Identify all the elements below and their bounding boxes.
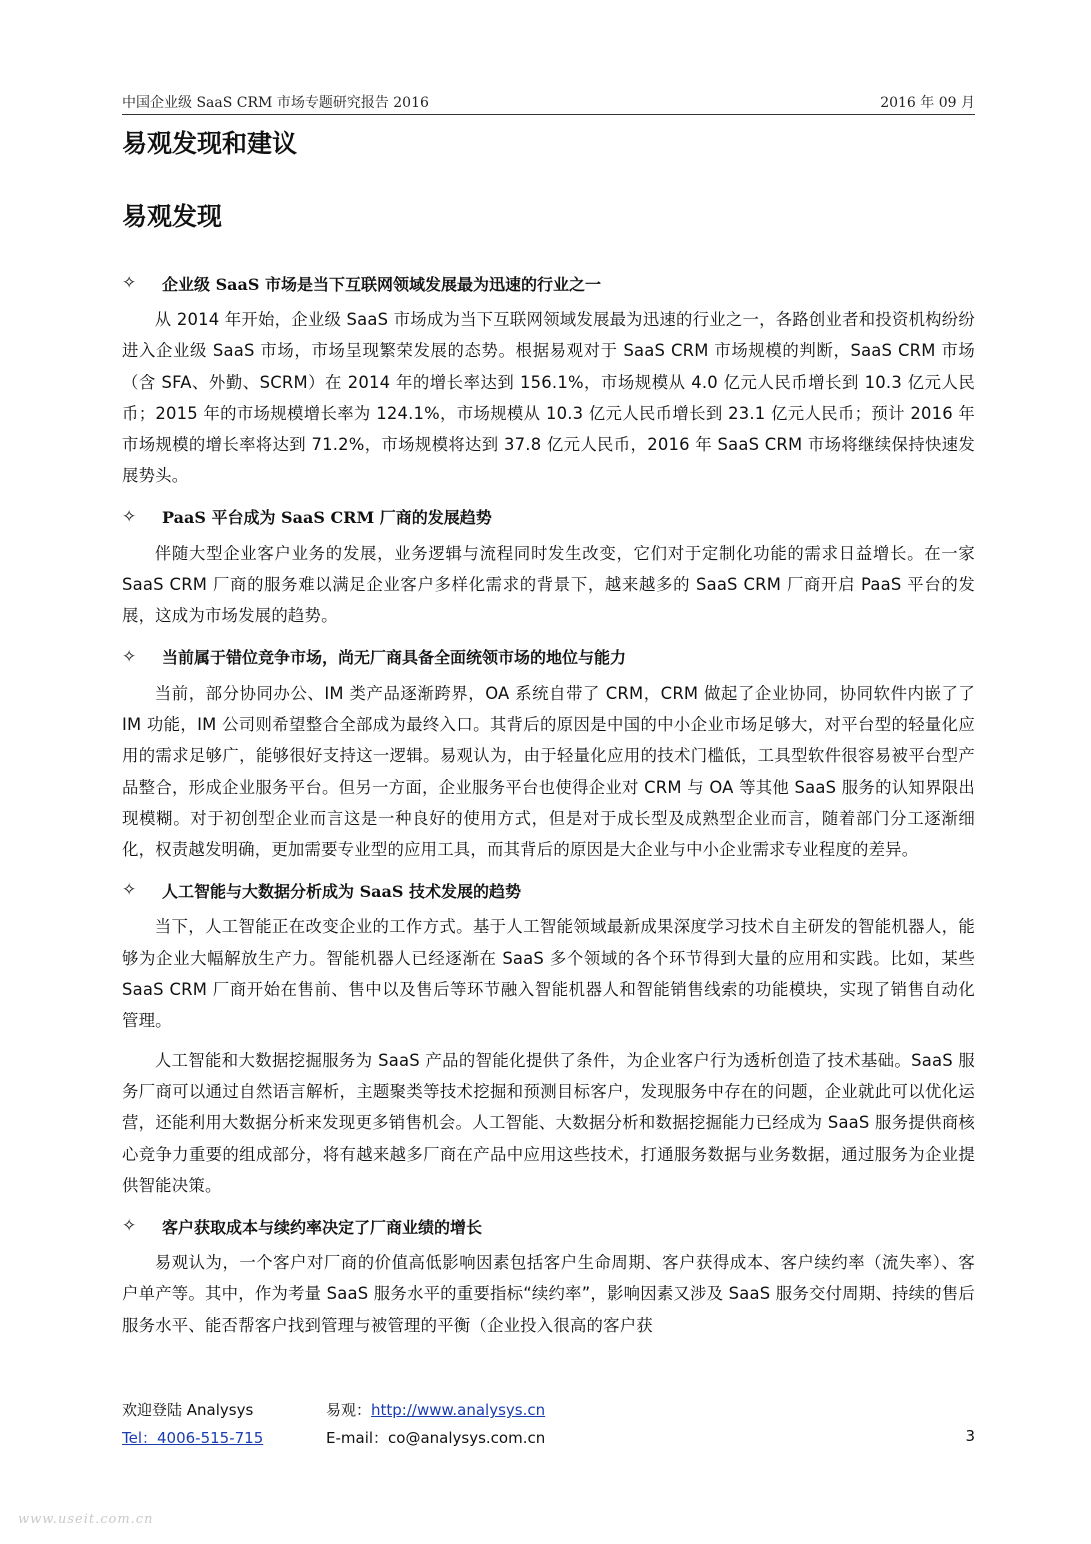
finding-paragraph: 当下，人工智能正在改变企业的工作方式。基于人工智能领域最新成果深度学习技术自主研发的智能机器人，能够为企业大幅解放生产力。智能机器人已经逐渐在 SaaS 多个领域的各个环节得到大量的应用和实践。比如，某些 SaaS CRM 厂商开始在售前、售中以及售后等环节融入智能机器人和智能销售线索的功能模块，实现了销售自动化管理。 (122, 917, 975, 1031)
finding-heading-text: 人工智能与大数据分析成为 SaaS 技术发展的趋势 (162, 881, 521, 901)
diamond-bullet-icon: ✧ (122, 880, 137, 901)
section-title: 易观发现和建议 (122, 129, 298, 158)
footer-row (122, 1427, 975, 1451)
finding-paragraph: 人工智能和大数据挖掘服务为 SaaS 产品的智能化提供了条件，为企业客户行为透析创造了技术基础。SaaS 服务厂商可以通过自然语言解析，主题聚类等技术挖掘和预测目标客户，发现服务中存在的问题，企业就此可以优化运营，还能利用大数据分析来发现更多销售机会。人工智能、大数据分析和数据挖掘能力已经成为 SaaS 服务提供商核心竞争力重要的组成部分，将有越来越多厂商在产品中应用这些技术，打通服务数据与业务数据，通过服务为企业提供智能决策。 (122, 1050, 975, 1195)
diamond-bullet-icon: ✧ (122, 273, 137, 293)
running-header (122, 88, 975, 115)
finding-heading (122, 266, 975, 300)
finding-paragraph: 伴随大型企业客户业务的发展，业务逻辑与流程同时发生改变，它们对于定制化功能的需求日益增长。在一家 SaaS CRM 厂商的服务难以满足企业客户多样化需求的背景下，越来越多的 SaaS CRM 厂商开启 PaaS 平台的发展，这成为市场发展的趋势。 (122, 543, 975, 626)
footer-site (326, 1399, 545, 1420)
finding-paragraph: 易观认为，一个客户对厂商的价值高低影响因素包括客户生命周期、客户获得成本、客户续约率（流失率）、客户单产等。其中，作为考量 SaaS 服务水平的重要指标“续约率”，影响因素又涉及 SaaS 服务交付周期、持续的售后服务水平、能否帮客户找到管理与被管理的平衡（企业投入很高的客户获 (122, 1253, 975, 1335)
finding-heading-text: 当前属于错位竞争市场，尚无厂商具备全面统领市场的地位与能力 (162, 648, 627, 668)
finding-heading-text: 企业级 SaaS 市场是当下互联网领域发展最为迅速的行业之一 (162, 274, 601, 294)
footer-site-label: 易观： (326, 1401, 372, 1419)
finding-heading-text: PaaS 平台成为 SaaS CRM 厂商的发展趋势 (162, 508, 492, 528)
finding-heading (122, 500, 975, 534)
header-date: 2016 年 09 月 (880, 95, 975, 111)
header-report-title: 中国企业级 SaaS CRM 市场专题研究报告 2016 (122, 95, 429, 111)
phone-link[interactable]: Tel：4006-515-715 (122, 1429, 264, 1447)
finding-paragraph: 当前，部分协同办公、IM 类产品逐渐跨界，OA 系统自带了 CRM，CRM 做起了企业协同，协同软件内嵌了了 IM 功能，IM 公司则希望整合全部成为最终入口。其背后的原因是中国的中小企业市场足够大，对平台型的轻量化应用的需求足够广，能够很好支持这一逻辑。易观认为，由于轻量化应用的技术门槛低，工具型软件很容易被平台型产品整合，形成企业服务平台。但另一方面，企业服务平台也使得企业对 CRM 与 OA 等其他 SaaS 服务的认知界限出现模糊。对于初创型企业而言这是一种良好的使用方式，但是对于成长型及成熟型企业而言，随着部门分工逐渐细化，权责越发明确，更加需要专业型的应用工具，而其背后的原因是大企业与中小企业需求专业程度的差异。 (122, 683, 975, 860)
website-link[interactable]: http://www.analysys.cn (371, 1401, 546, 1419)
page-footer (122, 1399, 975, 1459)
footer-row (122, 1399, 975, 1423)
diamond-bullet-icon: ✧ (122, 646, 137, 667)
finding-heading (122, 640, 975, 674)
footer-welcome: 欢迎登陆 Analysys (122, 1401, 254, 1419)
watermark: www.useit.com.cn (18, 1512, 154, 1527)
footer-email: E-mail：co@analysys.com.cn (326, 1429, 546, 1447)
findings-content (122, 266, 975, 1349)
finding-heading (122, 1209, 975, 1243)
diamond-bullet-icon: ✧ (122, 506, 137, 527)
finding-paragraph: 从 2014 年开始，企业级 SaaS 市场成为当下互联网领域发展最为迅速的行业之一，各路创业者和投资机构纷纷进入企业级 SaaS 市场，市场呈现繁荣发展的态势。根据易观对于 SaaS CRM 市场规模的判断，SaaS CRM 市场（含 SFA、外勤、SCRM）在 2014 年的增长率达到 156.1%，市场规模从 4.0 亿元人民币增长到 10.3 亿元人民币；2015 年的市场规模增长率为 124.1%，市场规模从 10.3 亿元人民币增长到 23.1 亿元人民币；预计 2016 年市场规模的增长率将达到 71.2%，市场规模将达到 37.8 亿元人民币，2016 年 SaaS CRM 市场将继续保持快速发展势头。 (122, 310, 975, 486)
diamond-bullet-icon: ✧ (122, 1216, 137, 1237)
page-number: 3 (965, 1427, 975, 1445)
subsection-title: 易观发现 (122, 202, 223, 231)
finding-heading-text: 客户获取成本与续约率决定了厂商业绩的增长 (162, 1217, 483, 1237)
finding-heading (122, 873, 975, 907)
